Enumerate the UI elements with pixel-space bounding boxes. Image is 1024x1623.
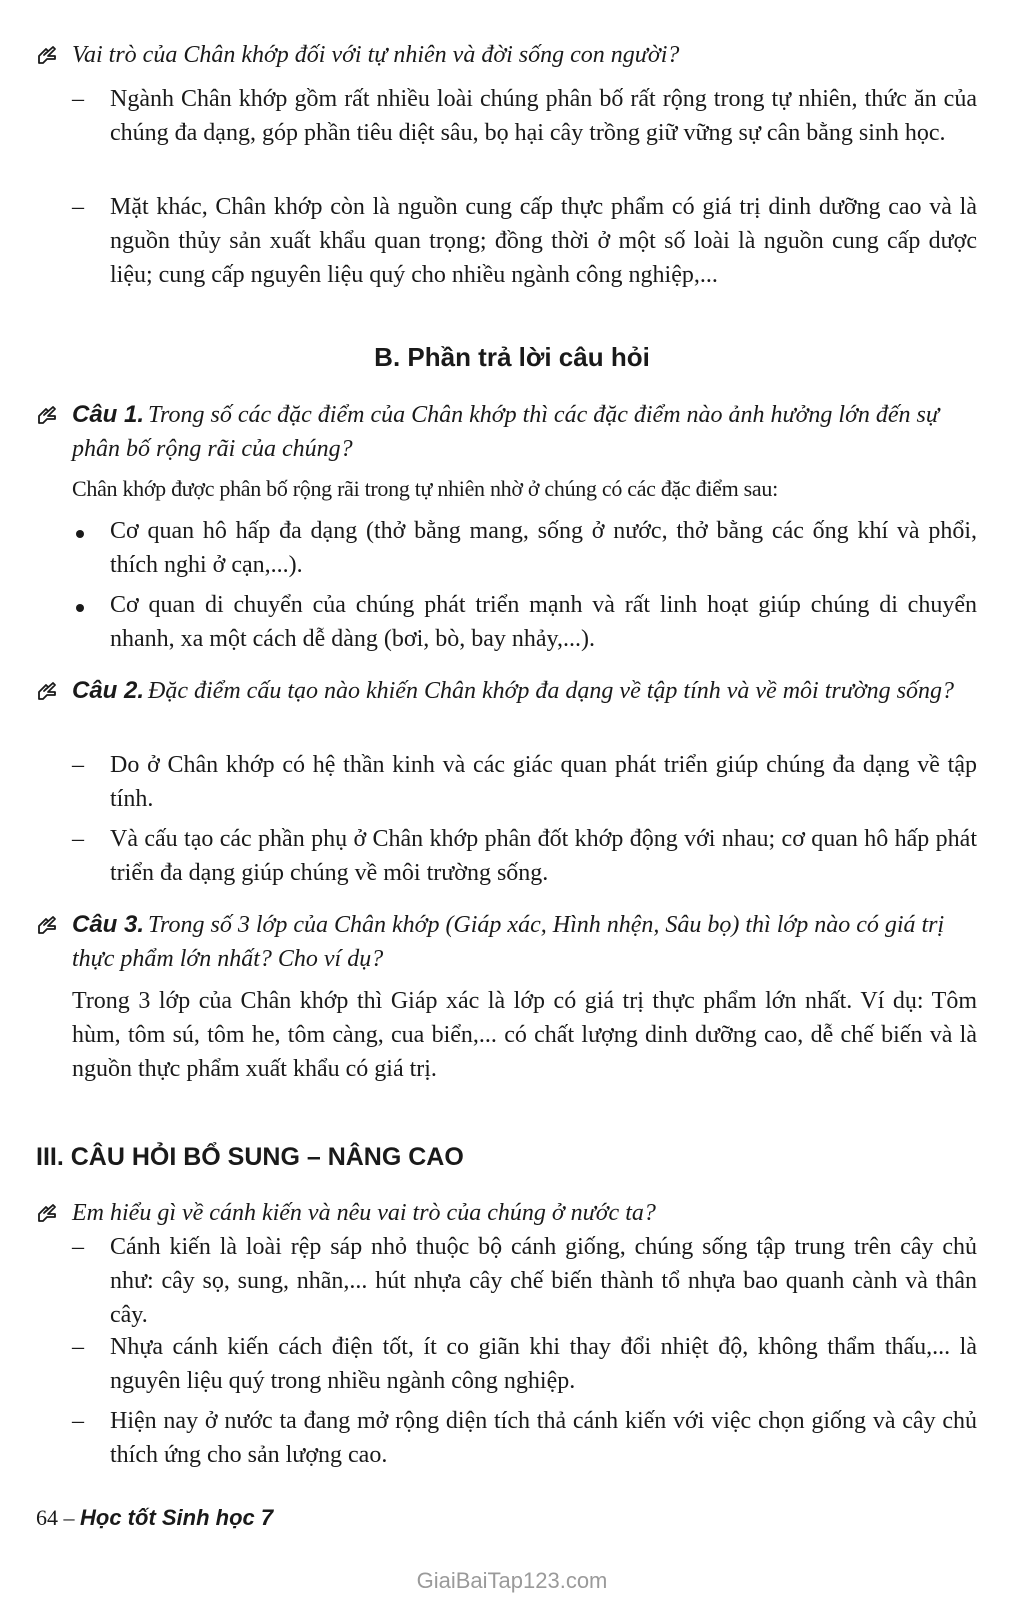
bullet-marker (72, 588, 102, 622)
question-4 (36, 1196, 986, 1230)
question-text: Trong số 3 lớp của Chân khớp (Giáp xác, Hình nhện, Sâu bọ) thì lớp nào có giá trị thực phẩm lớn nhất? Cho ví dụ? (72, 912, 945, 972)
question-1 (36, 398, 986, 466)
question-3 (36, 908, 986, 976)
item-text: Mặt khác, Chân khớp còn là nguồn cung cấp thực phẩm có giá trị dinh dưỡng cao và là nguồn thủy sản xuất khẩu quan trọng; đồng thời ở một số loài là nguồn cung cấp dược liệu; cung cấp nguyên liệu quý cho nhiều ngành công nghiệp,... (110, 194, 977, 288)
dash-marker: – (72, 1234, 84, 1260)
dash-marker: – (72, 86, 84, 112)
book-title: Học tốt Sinh học 7 (80, 1505, 274, 1530)
item-text: Cánh kiến là loài rệp sáp nhỏ thuộc bộ cánh giống, chúng sống tập trung trên cây chủ như: cây sọ, sung, nhãn,... hút nhựa cây chế biến thành tổ nhựa bao quanh cành và thân cây. (110, 1234, 977, 1328)
q4-item-3 (72, 1404, 977, 1472)
q1-bullet-1 (72, 514, 977, 582)
item-text: Và cấu tạo các phần phụ ở Chân khớp phân đốt khớp động với nhau; cơ quan hô hấp phát triển đa dạng giúp chúng về môi trường sống. (110, 826, 977, 886)
item-text: Hiện nay ở nước ta đang mở rộng diện tích thả cánh kiến với việc chọn giống và cây chủ thích ứng cho sản lượng cao. (110, 1408, 977, 1468)
item-text: Ngành Chân khớp gồm rất nhiều loài chúng phân bố rất rộng trong tự nhiên, thức ăn của chúng đa dạng, góp phần tiêu diệt sâu, bọ hại cây trồng giữ vững sự cân bằng sinh học. (110, 86, 977, 146)
footer-separator: – (63, 1505, 75, 1530)
question-text: Vai trò của Chân khớp đối với tự nhiên và đời sống con người? (72, 42, 680, 68)
dash-marker: – (72, 752, 84, 778)
question-2 (36, 674, 986, 708)
question-text: Đặc điểm cấu tạo nào khiến Chân khớp đa dạng về tập tính và về môi trường sống? (148, 678, 954, 704)
q1-bullet-2 (72, 588, 977, 656)
intro-item-2 (72, 190, 977, 292)
hand-pointer-icon (36, 44, 58, 66)
item-text: Do ở Chân khớp có hệ thần kinh và các giác quan phát triển giúp chúng đa dạng về tập tính. (110, 752, 977, 812)
dash-marker: – (72, 1334, 84, 1360)
hand-pointer-icon (36, 914, 58, 936)
intro-item-1 (72, 82, 977, 150)
item-text: Cơ quan hô hấp đa dạng (thở bằng mang, sống ở nước, thở bằng các ống khí và phổi, thích nghi ở cạn,...). (110, 518, 977, 578)
section-b-heading: B. Phần trả lời câu hỏi (374, 342, 650, 372)
section-iii-heading: III. CÂU HỎI BỔ SUNG – NÂNG CAO (36, 1143, 464, 1171)
hand-pointer-icon (36, 680, 58, 702)
hand-pointer-icon (36, 404, 58, 426)
q1-answer-intro: Chân khớp được phân bố rộng rãi trong tự nhiên nhờ ở chúng có các đặc điểm sau: (72, 476, 778, 501)
dash-marker: – (72, 194, 84, 220)
page-number: 64 (36, 1505, 58, 1530)
watermark: GiaiBaiTap123.com (416, 1568, 608, 1593)
q2-item-2 (72, 822, 977, 890)
dash-marker: – (72, 1408, 84, 1434)
q3-answer: Trong 3 lớp của Chân khớp thì Giáp xác là lớp có giá trị thực phẩm lớn nhất. Ví dụ: Tôm hùm, tôm sú, tôm he, tôm càng, cua biển,... có chất lượng dinh dưỡng cao, dễ chế biến và là nguồn thực phẩm xuất khẩu có giá trị. (72, 988, 977, 1082)
bullet-marker (72, 514, 102, 548)
q4-item-1 (72, 1230, 977, 1332)
page-footer (36, 1504, 273, 1532)
hand-pointer-icon (36, 1202, 58, 1224)
question-label: Câu 2. (72, 677, 145, 704)
q4-item-2 (72, 1330, 977, 1398)
item-text: Cơ quan di chuyển của chúng phát triển mạnh và rất linh hoạt giúp chúng di chuyển nhanh, xa một cách dễ dàng (bơi, bò, bay nhảy,...). (110, 592, 977, 652)
question-text: Trong số các đặc điểm của Chân khớp thì các đặc điểm nào ảnh hưởng lớn đến sự phân bố rộng rãi của chúng? (72, 402, 939, 462)
question-label: Câu 1. (72, 401, 145, 428)
intro-question (36, 38, 986, 72)
question-text: Em hiểu gì về cánh kiến và nêu vai trò của chúng ở nước ta? (72, 1200, 656, 1226)
q2-item-1 (72, 748, 977, 816)
dash-marker: – (72, 826, 84, 852)
item-text: Nhựa cánh kiến cách điện tốt, ít co giãn khi thay đổi nhiệt độ, không thẩm thấu,... là nguyên liệu quý trong nhiều ngành công nghiệp. (110, 1334, 977, 1394)
question-label: Câu 3. (72, 911, 145, 938)
